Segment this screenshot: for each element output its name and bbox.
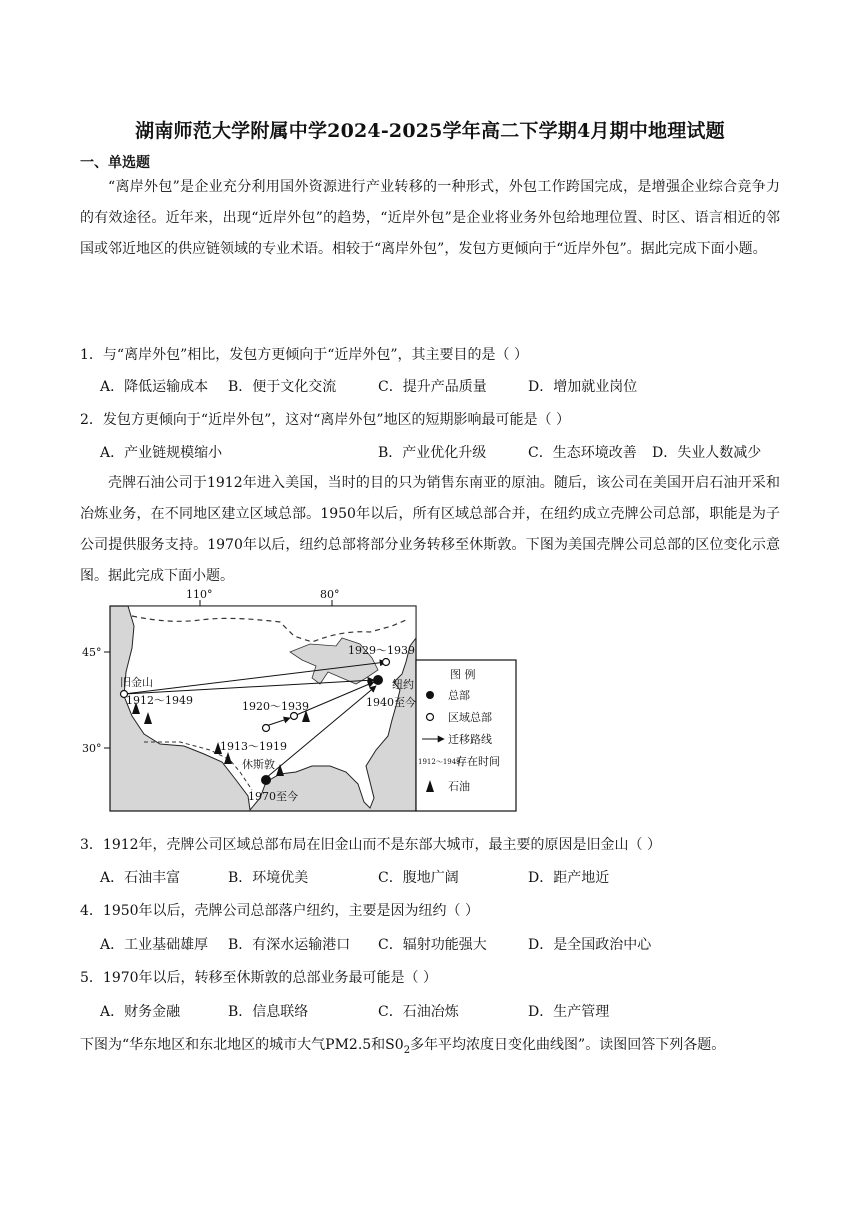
q1-option-b[interactable]: B．便于文化交流: [228, 379, 337, 395]
label-houston: 休斯敦: [242, 758, 275, 771]
legend-oil: 石油: [448, 780, 470, 793]
q4-option-a[interactable]: A．工业基础雄厚: [100, 937, 209, 953]
lat-label-45: 45°: [82, 646, 102, 659]
legend-regional-hq: 区域总部: [448, 711, 492, 724]
label-period-mid: 1920～1939: [242, 700, 309, 713]
map-svg: [80, 586, 520, 818]
lon-label-110: 110°: [186, 588, 213, 601]
label-period-ne: 1929～1939: [348, 644, 415, 657]
question-5-stem: 5．1970年以后，转移至休斯敦的总部业务最可能是（ ）: [80, 970, 437, 986]
legend-hq: 总部: [448, 689, 470, 702]
lon-label-80: 80°: [320, 588, 340, 601]
hq-new-york: [373, 675, 383, 685]
q5-option-a[interactable]: A．财务金融: [100, 1004, 181, 1020]
label-period-houston: 1970至今: [248, 790, 298, 803]
hq-houston: [261, 775, 271, 785]
page-title: 湖南师范大学附属中学2024-2025学年高二下学期4月期中地理试题: [135, 120, 725, 142]
question-4-stem: 4．1950年以后，壳牌公司总部落户纽约，主要是因为纽约（ ）: [80, 903, 479, 919]
question-3-stem: 3．1912年，壳牌公司区域总部布局在旧金山而不是东部大城市，最主要的原因是旧金山（ ）: [80, 837, 661, 853]
caption-suffix: 多年平均浓度日变化曲线图”。读图回答下列各题。: [410, 1037, 726, 1053]
legend-period-sample: 1912～1949: [418, 758, 461, 766]
regional-hq-mid-e: [291, 713, 298, 720]
q2-option-b[interactable]: B．产业优化升级: [378, 445, 487, 461]
q3-option-d[interactable]: D．距产地近: [528, 870, 610, 886]
q1-option-a[interactable]: A．降低运输成本: [100, 379, 209, 395]
regional-hq-ne: [383, 659, 390, 666]
passage-outsourcing: “离岸外包”是企业充分利用国外资源进行产业转移的一种形式，外包工作跨国完成，是增强企业综合竞争力的有效途径。近年来，出现“近岸外包”的趋势，“近岸外包”是企业将业务外包给地理位置、时区、语言相近的邻国或邻近地区的供应链领域的专业术语。相较于“离岸外包”，发包方更倾向于“近岸外包”。据此完成下面小题。: [80, 179, 780, 257]
legend-period: 存在时间: [456, 755, 500, 768]
label-period-south: 1913～1919: [220, 740, 287, 753]
question-2-stem: 2．发包方更倾向于“近岸外包”，这对“离岸外包”地区的短期影响最可能是（ ）: [80, 412, 570, 428]
q1-option-d[interactable]: D．增加就业岗位: [528, 379, 638, 395]
q4-option-c[interactable]: C．辐射功能强大: [378, 937, 487, 953]
regional-hq-mid-w: [263, 725, 270, 732]
q2-option-c[interactable]: C．生态环境改善: [528, 445, 637, 461]
figure-caption: [80, 1034, 725, 1056]
shell-hq-location-map: [80, 586, 520, 818]
q2-option-a[interactable]: A．产业链规模缩小: [100, 445, 223, 461]
caption-prefix: 下图为“华东地区和东北地区的城市大气PM2.5和S0: [80, 1037, 404, 1053]
q2-option-d[interactable]: D．失业人数减少: [652, 445, 762, 461]
q5-option-b[interactable]: B．信息联络: [228, 1004, 309, 1020]
q3-option-a[interactable]: A．石油丰富: [100, 870, 181, 886]
q4-option-b[interactable]: B．有深水运输港口: [228, 937, 351, 953]
q1-option-c[interactable]: C．提升产品质量: [378, 379, 487, 395]
q5-option-d[interactable]: D．生产管理: [528, 1004, 610, 1020]
legend-title: 图 例: [450, 668, 476, 681]
legend-hq-marker: [426, 691, 434, 699]
lat-label-30: 30°: [82, 742, 102, 755]
label-period-ny: 1940至今: [366, 696, 416, 709]
section-heading: 一、单选题: [80, 155, 150, 171]
q4-option-d[interactable]: D．是全国政治中心: [528, 937, 652, 953]
question-1-stem: 1．与“离岸外包”相比，发包方更倾向于“近岸外包”，其主要目的是（ ）: [80, 347, 528, 363]
label-period-sf: 1912～1949: [126, 694, 193, 707]
q5-option-c[interactable]: C．石油冶炼: [378, 1004, 459, 1020]
q3-option-c[interactable]: C．腹地广阔: [378, 870, 459, 886]
caption-subscript: 2: [403, 1044, 411, 1056]
legend-regional-marker: [427, 714, 434, 721]
passage-shell: 壳牌石油公司于1912年进入美国，当时的目的只为销售东南亚的原油。随后，该公司在美国开启石油开采和冶炼业务，在不同地区建立区域总部。1950年以后，所有区域总部合并，在纽约成立壳牌公司总部，职能是为子公司提供服务支持。1970年以后，纽约总部将部分业务转移至休斯敦。下图为美国壳牌公司总部的区位变化示意图。据此完成下面小题。: [80, 475, 780, 584]
legend-migration: 迁移路线: [448, 733, 492, 746]
label-new-york: 纽约: [392, 678, 414, 691]
q3-option-b[interactable]: B．环境优美: [228, 870, 309, 886]
label-san-francisco: 旧金山: [120, 676, 153, 689]
